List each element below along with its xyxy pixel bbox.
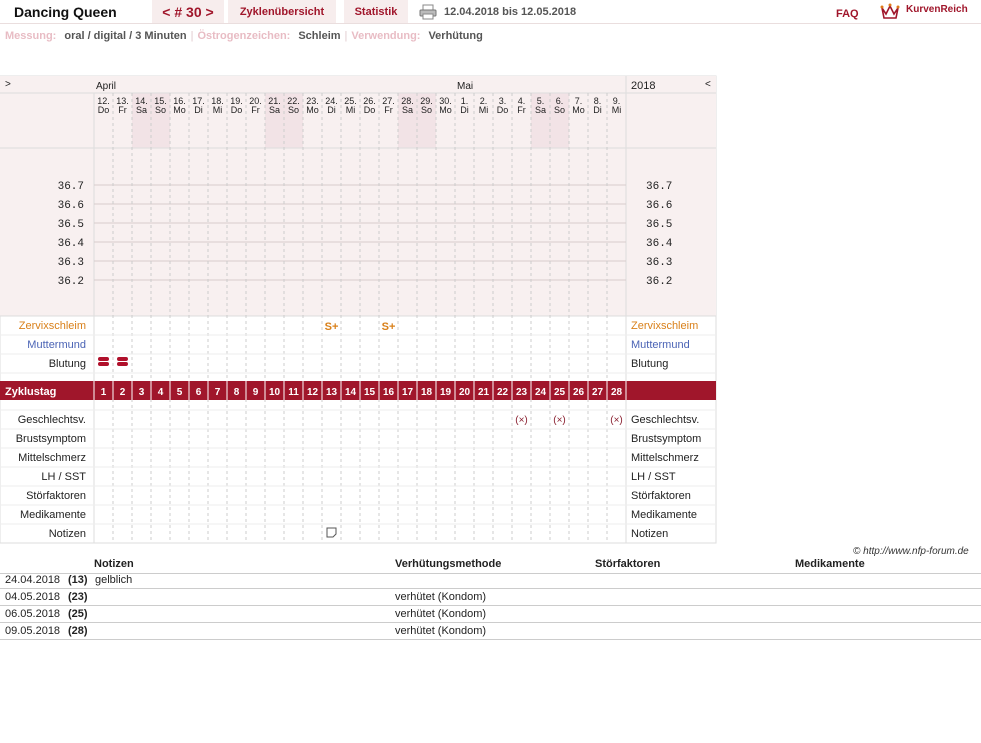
cycle-nav[interactable]: < # 30 >	[152, 0, 224, 23]
day-date: 27.	[382, 96, 395, 106]
bottom-label-right: Störfaktoren	[631, 490, 691, 502]
notes-header-cell: Medikamente	[795, 558, 865, 570]
bottom-label-right: LH / SST	[631, 471, 676, 483]
temp-tick-right: 36.7	[646, 181, 673, 193]
obs-label-left: Blutung	[48, 358, 86, 370]
tab-zyklenuebersicht[interactable]: Zyklenübersicht	[228, 0, 336, 23]
schleim-mark: S+	[324, 321, 339, 333]
bottom-label-left: Brustsymptom	[15, 433, 86, 445]
notes-cell: 04.05.2018	[5, 591, 61, 603]
cycle-day-number: 15	[363, 387, 376, 398]
day-date: 4.	[517, 96, 526, 106]
cycle-day-number: 16	[382, 387, 395, 398]
nav-right-arrow[interactable]: <	[705, 79, 711, 90]
day-weekday: Do	[97, 105, 110, 115]
day-weekday: Mo	[306, 105, 319, 115]
cycle-day-number: 7	[214, 387, 221, 398]
cycle-day-number: 18	[420, 387, 433, 398]
notes-cell: 09.05.2018	[5, 625, 61, 637]
notes-header-cell: Notizen	[94, 558, 134, 570]
notes-cell: (13)	[68, 574, 88, 586]
notes-cell: (23)	[68, 591, 88, 603]
day-date: 20.	[249, 96, 262, 106]
day-weekday: Sa	[401, 105, 414, 115]
cycle-day-number: 21	[477, 387, 490, 398]
day-weekday: Di	[593, 105, 602, 115]
day-weekday: Sa	[135, 105, 148, 115]
cycle-day-number: 2	[119, 387, 126, 398]
obs-label-left: Muttermund	[27, 339, 86, 351]
tab-statistik[interactable]: Statistik	[344, 0, 408, 23]
date-range: 12.04.2018 bis 12.05.2018	[444, 6, 577, 18]
cycle-day-number: 22	[496, 387, 509, 398]
bottom-label-right: Brustsymptom	[631, 433, 702, 445]
geschlechtsv-mark: (×)	[553, 415, 566, 426]
obs-label-right: Zervixschleim	[631, 320, 699, 332]
blutung-mark	[98, 357, 109, 361]
day-date: 21.	[268, 96, 281, 106]
day-date: 13.	[116, 96, 129, 106]
temp-tick-left: 36.4	[57, 238, 84, 250]
temp-tick-left: 36.6	[57, 200, 84, 212]
day-date: 28.	[401, 96, 414, 106]
obs-label-right: Muttermund	[631, 339, 690, 351]
cycle-day-number: 1	[100, 387, 107, 398]
day-weekday: Mo	[173, 105, 186, 115]
temp-tick-left: 36.7	[57, 181, 84, 193]
bottom-label-right: Mittelschmerz	[631, 452, 699, 464]
cycle-day-number: 9	[252, 387, 259, 398]
temp-tick-right: 36.5	[646, 219, 673, 231]
bottom-label-left: Mittelschmerz	[18, 452, 86, 464]
temp-tick-right: 36.2	[646, 276, 673, 288]
day-weekday: Di	[327, 105, 336, 115]
day-weekday: Sa	[534, 105, 547, 115]
cycle-day-number: 19	[439, 387, 452, 398]
day-weekday: So	[287, 105, 300, 115]
day-date: 24.	[325, 96, 338, 106]
temp-tick-right: 36.4	[646, 238, 673, 250]
obs-label-right: Blutung	[631, 358, 669, 370]
oestrogen-value: Schleim	[298, 30, 341, 42]
verwendung-label: Verwendung:	[351, 30, 421, 42]
cycle-day-number: 25	[553, 387, 566, 398]
day-date: 12.	[97, 96, 110, 106]
cycle-day-number: 23	[515, 387, 528, 398]
schleim-mark: S+	[381, 321, 396, 333]
year-label: 2018	[631, 80, 656, 92]
day-date: 16.	[173, 96, 186, 106]
day-weekday: Mi	[212, 105, 223, 115]
cycle-day-number: 11	[288, 387, 299, 398]
notes-header-cell: Störfaktoren	[595, 558, 661, 570]
day-weekday: Do	[230, 105, 243, 115]
geschlechtsv-mark: (×)	[515, 415, 528, 426]
app-title: Dancing Queen	[0, 0, 146, 23]
copyright: © http://www.nfp-forum.de	[853, 546, 969, 557]
notes-row	[0, 589, 981, 606]
bottom-label-left: Geschlechtsv.	[17, 414, 86, 426]
day-date: 29.	[420, 96, 433, 106]
notes-cell: verhütet (Kondom)	[395, 625, 487, 637]
day-date: 19.	[230, 96, 243, 106]
day-weekday: Fr	[251, 105, 260, 115]
cycle-day-number: 12	[306, 387, 319, 398]
cycle-day-number: 28	[610, 387, 623, 398]
messung-value: oral / digital / 3 Minuten	[64, 30, 187, 42]
verwendung-value: Verhütung	[428, 30, 483, 42]
oestrogen-label: Östrogenzeichen:	[197, 30, 291, 42]
messung-label: Messung:	[5, 30, 57, 42]
day-date: 26.	[363, 96, 376, 106]
day-weekday: Di	[194, 105, 203, 115]
cycle-day-number: 13	[325, 387, 338, 398]
cycle-day-number: 26	[572, 387, 585, 398]
day-weekday: Mo	[439, 105, 452, 115]
day-date: 14.	[135, 96, 148, 106]
day-weekday: Fr	[118, 105, 127, 115]
notes-row	[0, 572, 981, 589]
temp-tick-left: 36.3	[57, 257, 84, 269]
cycle-day-number: 27	[591, 387, 604, 398]
obs-label-left: Zervixschleim	[18, 320, 86, 332]
day-date: 30.	[439, 96, 452, 106]
day-weekday: So	[154, 105, 167, 115]
temp-tick-left: 36.2	[57, 276, 84, 288]
day-weekday: Do	[496, 105, 509, 115]
nav-left-arrow[interactable]: >	[5, 79, 11, 90]
notes-cell: gelblich	[95, 574, 133, 586]
notes-cell: 06.05.2018	[5, 608, 61, 620]
cycle-day-number: 5	[176, 387, 183, 398]
day-date: 6.	[555, 96, 564, 106]
notes-cell: (25)	[68, 608, 88, 620]
day-date: 18.	[211, 96, 224, 106]
bottom-label-left: Medikamente	[19, 509, 86, 521]
day-date: 17.	[192, 96, 205, 106]
day-weekday: Mi	[478, 105, 489, 115]
day-weekday: Mo	[572, 105, 585, 115]
notes-row	[0, 606, 981, 623]
day-weekday: So	[553, 105, 566, 115]
day-weekday: Fr	[517, 105, 526, 115]
note-icon[interactable]	[327, 528, 336, 537]
day-date: 23.	[306, 96, 319, 106]
bottom-label-left: Störfaktoren	[26, 490, 86, 502]
day-weekday: Do	[363, 105, 376, 115]
notes-row	[0, 623, 981, 640]
cycle-day-number: 24	[534, 387, 547, 398]
temp-tick-right: 36.6	[646, 200, 673, 212]
day-date: 2.	[479, 96, 488, 106]
day-date: 1.	[460, 96, 469, 106]
temp-tick-right: 36.3	[646, 257, 673, 269]
brand-name[interactable]: KurvenReich	[906, 4, 968, 15]
cycle-day-number: 10	[268, 387, 281, 398]
day-date: 7.	[574, 96, 583, 106]
day-weekday: Fr	[384, 105, 393, 115]
cycle-day-number: 14	[344, 387, 357, 398]
day-weekday: Mi	[345, 105, 356, 115]
cycle-day-number: 4	[157, 387, 164, 398]
month-label: April	[96, 81, 117, 92]
temp-tick-left: 36.5	[57, 219, 84, 231]
day-date: 5.	[536, 96, 545, 106]
cycle-day-number: 8	[233, 387, 240, 398]
day-weekday: Sa	[268, 105, 281, 115]
month-label: Mai	[457, 81, 474, 92]
day-date: 9.	[612, 96, 621, 106]
blutung-mark	[98, 362, 109, 366]
bottom-label-left: Notizen	[48, 528, 86, 540]
day-date: 8.	[593, 96, 602, 106]
bottom-label-left: LH / SST	[41, 471, 86, 483]
cycle-day-number: 20	[458, 387, 471, 398]
cycle-day-number: 3	[138, 387, 145, 398]
notes-header-cell: Verhütungsmethode	[395, 558, 502, 570]
blutung-mark	[117, 362, 128, 366]
bottom-label-right: Geschlechtsv.	[631, 414, 700, 426]
notes-cell: verhütet (Kondom)	[395, 608, 487, 620]
faq-link[interactable]: FAQ	[836, 8, 859, 20]
day-weekday: Mi	[611, 105, 622, 115]
day-weekday: Di	[460, 105, 469, 115]
bottom-label-right: Medikamente	[631, 509, 698, 521]
day-date: 25.	[344, 96, 357, 106]
notes-cell: (28)	[68, 625, 88, 637]
notes-cell: 24.04.2018	[5, 574, 61, 586]
zyklustag-label: Zyklustag	[5, 386, 57, 398]
zyklustag-bar	[0, 381, 716, 400]
bottom-label-right: Notizen	[631, 528, 669, 540]
info-bar: Messung: oral / digital / 3 Minuten | Östrogenzeichen: Schleim | Verwendung: Verhütung	[5, 30, 483, 42]
cycle-day-number: 6	[195, 387, 202, 398]
day-date: 22.	[287, 96, 300, 106]
day-date: 15.	[154, 96, 167, 106]
blutung-mark	[117, 357, 128, 361]
day-date: 3.	[498, 96, 507, 106]
notes-cell: verhütet (Kondom)	[395, 591, 487, 603]
day-weekday: So	[420, 105, 433, 115]
cycle-day-number: 17	[401, 387, 414, 398]
geschlechtsv-mark: (×)	[610, 415, 623, 426]
